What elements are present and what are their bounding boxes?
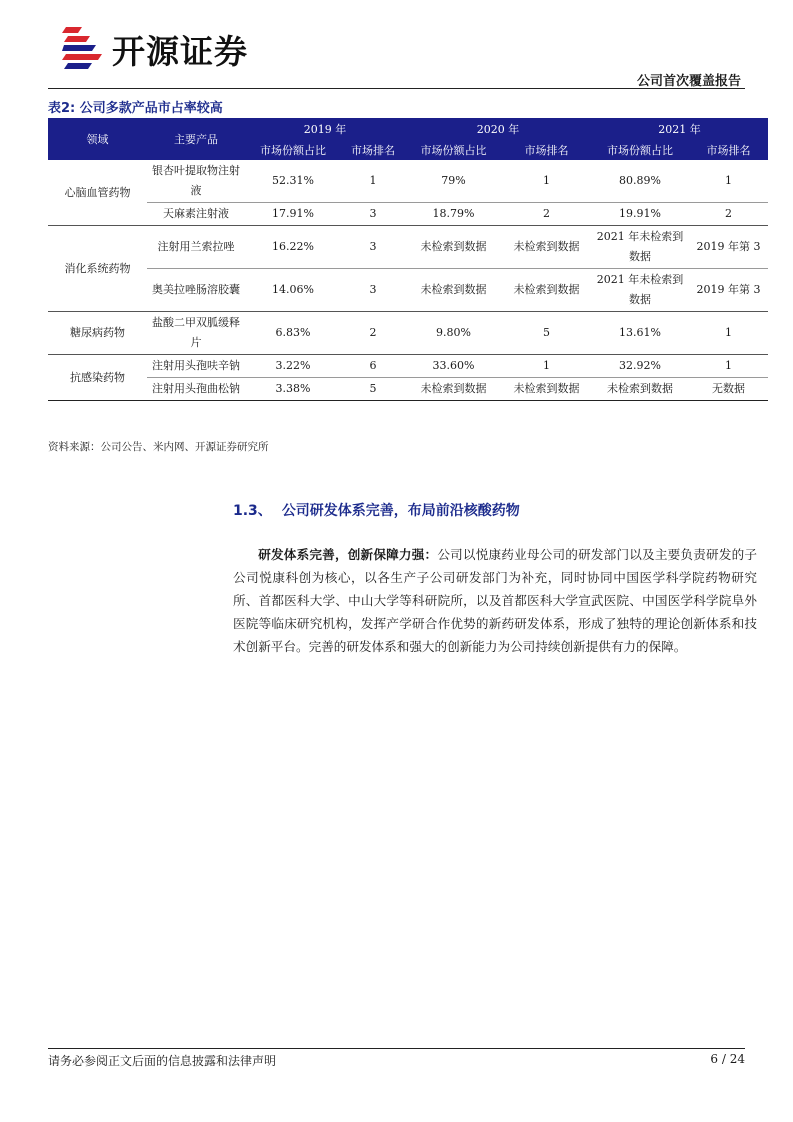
share-2019-cell: 3.38% [275, 382, 311, 395]
share-2019-cell: 52.31% [272, 174, 314, 187]
product-cell: 银杏叶提取物注射液 [152, 164, 240, 197]
header-share-2020: 市场份额占比 [405, 139, 502, 160]
rank-2019-cell: 1 [369, 174, 377, 187]
field-cell: 心脑血管药物 [64, 185, 131, 199]
paragraph-lead: 研发体系完善，创新保障力强： [258, 546, 438, 562]
report-type-label: 公司首次覆盖报告 [636, 74, 741, 89]
rank-2019-cell: 3 [369, 240, 377, 253]
share-2021-cell: 19.91% [619, 207, 661, 220]
rank-2020-cell: 1 [543, 359, 550, 372]
rank-2021-cell: 2 [725, 207, 732, 220]
rank-2021-cell: 2019 年第 3 [696, 240, 761, 253]
share-2019-cell: 6.83% [275, 326, 311, 339]
table-title: 表2: 公司多款产品市占率较高 [48, 97, 248, 120]
share-2020-cell: 18.79% [432, 207, 475, 220]
footer-divider [48, 1048, 745, 1049]
table-source-note: 资料来源：公司公告、米内网、开源证券研究所 [48, 441, 269, 453]
product-cell: 注射用头孢呋辛钠 [152, 359, 240, 372]
share-2021-cell: 2021 年未检索到数据 [596, 273, 684, 306]
share-2021-cell: 13.61% [619, 326, 661, 339]
rank-2021-cell: 2019 年第 3 [696, 283, 761, 296]
brand-logo-icon [62, 25, 104, 73]
share-2020-cell: 未检索到数据 [420, 382, 487, 395]
rank-2019-cell: 2 [369, 326, 377, 339]
header-share-2021: 市场份额占比 [591, 139, 689, 160]
section-number: 1.3、 [233, 503, 272, 519]
body-paragraph [233, 543, 757, 659]
rank-2019-cell: 6 [369, 359, 377, 372]
section-heading [233, 500, 520, 520]
field-cell: 糖尿病药物 [70, 326, 125, 339]
brand-logo [62, 24, 248, 74]
table-row [48, 269, 768, 312]
field-cell: 抗感染药物 [70, 370, 125, 384]
share-2019-cell: 16.22% [272, 240, 314, 253]
rank-2021-cell: 1 [725, 359, 732, 372]
brand-name: 开源证券 [112, 31, 248, 71]
table-row [48, 355, 768, 378]
header-year-2020: 2020 年 [405, 118, 591, 139]
footer-disclaimer: 请务必参阅正文后面的信息披露和法律声明 [48, 1054, 277, 1068]
share-2021-cell: 32.92% [619, 359, 661, 372]
rank-2019-cell: 3 [369, 207, 377, 220]
header-rank-2020: 市场排名 [502, 139, 591, 160]
table-row [48, 226, 768, 269]
share-2019-cell: 17.91% [272, 207, 314, 220]
rank-2020-cell: 未检索到数据 [513, 283, 580, 296]
rank-2019-cell: 3 [369, 283, 377, 296]
share-2019-cell: 3.22% [275, 359, 311, 372]
product-cell: 注射用头孢曲松钠 [152, 382, 240, 395]
table-row [48, 160, 768, 203]
rank-2020-cell: 5 [543, 326, 550, 339]
header-share-2019: 市场份额占比 [245, 139, 341, 160]
share-2020-cell: 9.80% [436, 326, 471, 339]
table-row [48, 203, 768, 226]
share-2021-cell: 未检索到数据 [607, 382, 673, 395]
share-2020-cell: 79% [441, 174, 466, 187]
rank-2021-cell: 无数据 [712, 382, 745, 395]
header-rank-2019: 市场排名 [341, 139, 405, 160]
rank-2020-cell: 1 [543, 174, 550, 187]
product-cell: 奥美拉唑肠溶胶囊 [152, 283, 240, 296]
field-cell: 消化系统药物 [64, 261, 131, 275]
table-row [48, 378, 768, 401]
paragraph-body: 公司以悦康药业母公司的研发部门以及主要负责研发的子公司悦康科创为核心，以各生产子公司研发部门为补充，同时协同中国医学科学院药物研究所、首都医科大学、中山大学等科研院所，以及首都医科大学宣武医院、中国医学科学院阜外医院等临床研究机构，发挥产学研合作优势的新药研发体系，形成了独特的理论创新体系和技术创新平台。完善的研发体系和强大的创新能力为公司持续创新提供有力的保障。 [233, 546, 758, 655]
rank-2021-cell: 1 [725, 326, 732, 339]
rank-2020-cell: 未检索到数据 [513, 382, 580, 395]
rank-2021-cell: 1 [725, 174, 732, 187]
share-2020-cell: 未检索到数据 [420, 283, 487, 296]
page-number: 6 / 24 [710, 1052, 745, 1066]
header-product: 主要产品 [147, 118, 245, 160]
rank-2020-cell: 未检索到数据 [513, 240, 580, 253]
header-year-2019: 2019 年 [245, 118, 405, 139]
header-field: 领域 [48, 118, 147, 160]
share-2020-cell: 未检索到数据 [420, 240, 487, 253]
header-rank-2021: 市场排名 [689, 139, 768, 160]
share-2021-cell: 2021 年未检索到数据 [596, 230, 684, 263]
share-2019-cell: 14.06% [272, 283, 314, 296]
table-row [48, 312, 768, 355]
share-2021-cell: 80.89% [619, 174, 661, 187]
market-share-table [48, 118, 768, 401]
product-cell: 盐酸二甲双胍缓释片 [152, 316, 240, 349]
rank-2020-cell: 2 [543, 207, 550, 220]
section-title: 公司研发体系完善，布局前沿核酸药物 [281, 503, 520, 519]
header-year-2021: 2021 年 [591, 118, 768, 139]
header-divider [48, 88, 745, 89]
product-cell: 天麻素注射液 [163, 207, 229, 220]
product-cell: 注射用兰索拉唑 [157, 240, 235, 253]
share-2020-cell: 33.60% [432, 359, 475, 372]
rank-2019-cell: 5 [369, 382, 377, 395]
